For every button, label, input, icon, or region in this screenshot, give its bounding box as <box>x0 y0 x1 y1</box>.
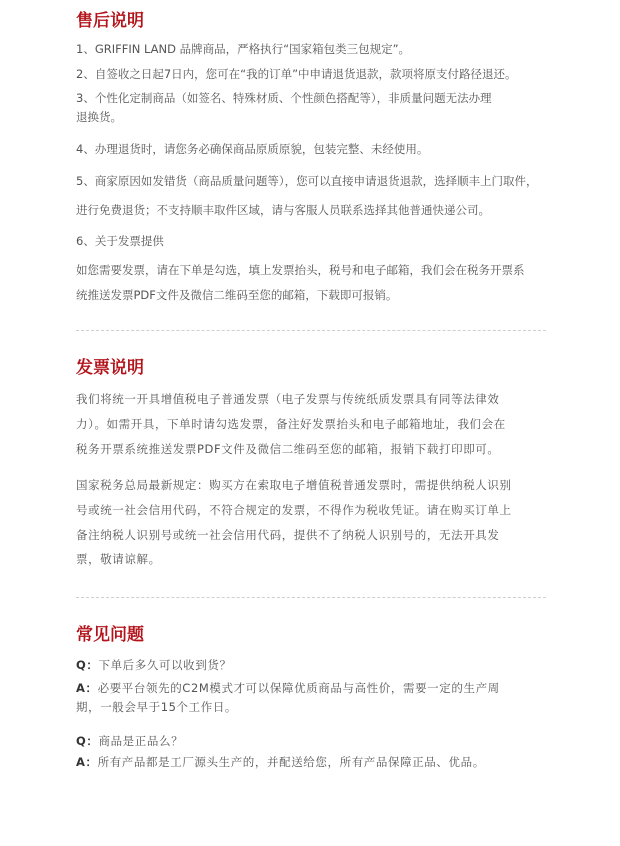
section-divider <box>76 597 546 598</box>
question-label: Q： <box>76 658 99 672</box>
after-sales-line: 进行免费退货；不支持顺丰取件区域，请与客服人员联系选择其他普通快递公司。 <box>76 203 490 217</box>
invoice-line: 票，敬请谅解。 <box>76 552 161 566</box>
faq-answer <box>76 680 500 696</box>
question-text: 下单后多久可以收到货？ <box>98 658 232 672</box>
answer-label: A： <box>76 755 98 769</box>
question-text: 商品是正品么？ <box>98 734 184 748</box>
invoice-line: 国家税务总局最新规定：购买方在索取电子增值税普通发票时，需提供纳税人识别 <box>76 478 512 492</box>
section-divider <box>76 330 546 331</box>
invoice-line: 号或统一社会信用代码，不符合规定的发票，不得作为税收凭证。请在购买订单上 <box>76 503 512 517</box>
invoice-line: 备注纳税人识别号或统一社会信用代码，提供不了纳税人识别号的，无法开具发 <box>76 528 500 542</box>
after-sales-line: 3、个性化定制商品（如签名、特殊材质、个性颜色搭配等），非质量问题无法办理 <box>76 91 492 105</box>
answer-text: 必要平台领先的C2M模式才可以保障优质商品与高性价，需要一定的生产周 <box>97 681 500 695</box>
after-sales-line: 5、商家原因如发错货（商品质量问题等），您可以直接申请退货退款，选择顺丰上门取件， <box>76 174 538 188</box>
invoice-line: 力）。如需开具，下单时请勾选发票，备注好发票抬头和电子邮箱地址，我们会在 <box>76 417 506 431</box>
faq-title: 常见问题 <box>76 625 144 645</box>
faq-question <box>76 657 232 673</box>
after-sales-line: 6、关于发票提供 <box>76 234 164 248</box>
after-sales-line: 如您需要发票，请在下单是勾选，填上发票抬头，税号和电子邮箱，我们会在税务开票系 <box>76 263 525 277</box>
answer-text: 所有产品都是工厂源头生产的，并配送给您，所有产品保障正品、优品。 <box>97 755 485 769</box>
faq-question <box>76 733 183 749</box>
after-sales-line: 退换货。 <box>76 110 122 124</box>
after-sales-line: 1、GRIFFIN LAND 品牌商品，严格执行“国家箱包类三包规定”。 <box>76 42 411 56</box>
invoice-line: 税务开票系统推送发票PDF文件及微信二维码至您的邮箱，报销下载打印即可。 <box>76 442 500 456</box>
invoice-line: 我们将统一开具增值税电子普通发票（电子发票与传统纸质发票具有同等法律效 <box>76 392 500 406</box>
invoice-title: 发票说明 <box>76 358 144 378</box>
after-sales-line: 2、自签收之日起7日内，您可在“我的订单”中申请退货退款，款项将原支付路径退还。 <box>76 67 517 81</box>
after-sales-title: 售后说明 <box>76 11 144 31</box>
after-sales-line: 4、办理退货时，请您务必确保商品原质原貌，包装完整、未经使用。 <box>76 142 429 156</box>
answer-label: A： <box>76 681 98 695</box>
faq-answer <box>76 754 485 770</box>
after-sales-line: 统推送发票PDF文件及微信二维码至您的邮箱，下载即可报销。 <box>76 288 398 302</box>
faq-answer-continued: 期，一般会早于15个工作日。 <box>76 700 238 714</box>
question-label: Q： <box>76 734 99 748</box>
